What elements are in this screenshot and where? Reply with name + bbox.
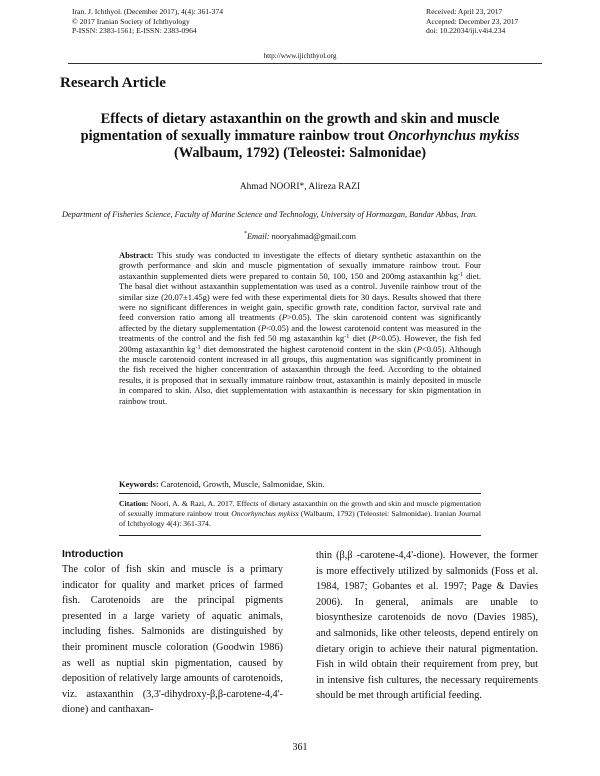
article-type-label: Research Article [60,75,166,91]
article-title [80,111,520,162]
abstract-italic: P [281,312,288,323]
abstract-text: diet ( [349,333,372,344]
keywords-text: Carotenoid, Growth, Muscle, Salmonidae, Skin. [158,479,325,489]
copyright-line: © 2017 Iranian Society of Ichthyology [72,16,190,26]
abstract-label: Abstract: [119,250,154,260]
abstract-superscript: -1 [195,343,201,351]
abstract-italic: P [416,343,422,354]
abstract-italic: P [260,322,267,333]
corresponding-email [0,232,600,241]
title-tail: (Walbaum, 1792) (Teleostei: Salmonidae) [173,145,427,161]
title-main: Effects of dietary astaxanthin on the growth and skin and muscle pigmentation of sexually immature rainbow trout [80,111,500,144]
citation-label: Citation: [119,499,149,508]
corresponding-marker: * [243,231,247,237]
abstract-text: <0.05). However, the fish fed 200mg astaxanthin kg [119,333,481,354]
abstract-superscript: -1 [344,333,350,341]
journal-header-left [72,7,223,36]
citation-block [119,499,481,530]
journal-url-link[interactable]: http://www.ijichthyol.org [263,52,337,60]
author-list: Ahmad NOORI*, Alireza RAZI [239,182,361,192]
abstract-paragraph [119,250,481,406]
citation-top-rule [119,493,481,494]
issn-line: P-ISSN: 2383-1561; E-ISSN: 2383-0964 [72,26,197,36]
journal-citation-line: Iran. J. Ichthyol. (December 2017), 4(4): 361-374 [72,7,223,16]
citation-text: (Walbaum, 1792) (Teleostei: Salmonidae). Iranian Journal of Ichthyology 4(4): 361-374. [119,509,481,529]
accepted-date: Accepted: December 23, 2017 [426,16,519,26]
intro-left-column: The color of fish skin and muscle is a primary indicator for quality and market prices of farmed fish. Carotenoids are the principal pigments presented in a large variety of aquatic animals, including fishes. Salmonids are distinguished by their prominent muscle coloration (Goodwin 1986) as well as nuptial skin pigmentation, caused by deposition of relatively large amounts of carotenoids, viz. astaxanthin (3,3'-dihydroxy-β,β-carotene-4,4'-dione) and canthaxan- [62,564,283,716]
journal-header-right [426,7,518,36]
keywords-line [119,479,481,489]
abstract-text: diet. The basal diet without astaxanthin supplementation was used as a control. Juvenile rainbow trout of the similar size (20.07±1.45g) were fed with these experimental diets for 30 days. Results showed that there were no significant differences in weight gain, specific growth rate, condition factor, survival rate and feed conversion ratio among all treatments ( [119,270,482,323]
email-label: Email: [246,232,270,241]
abstract-italic: P [371,333,377,344]
citation-bottom-rule [119,535,481,536]
citation-text: Noori, A. & Razi, A. 2017. Effects of dietary astaxanthin on the growth and skin and muscle pigmentation of sexually immature rainbow trout [119,499,481,519]
abstract-text: This study was conducted to investigate the effects of dietary synthetic astaxanthin on the growth performance and skin and muscle pigmentation of sexually immature rainbow trout. Four astaxanthin supplemented diets were prepared to contain 50, 100, 150 and 200mg astaxanthin kg [119,250,481,281]
abstract-text: <0.05) and the lowest carotenoid content was measured in the treatments of the control and the fish fed 50 mg astaxanthin kg [119,322,481,344]
title-species: Oncorhynchus mykiss [387,128,520,144]
author-affiliation: Department of Fisheries Science, Faculty of Marine Science and Technology, University of Hormozgan, Bandar Abbas, Iran. [62,210,478,219]
abstract-text: diet demonstrated the highest carotenoid content in the skin ( [200,343,417,354]
abstract-text: >0.05). The skin carotenoid content was significantly affected by the dietary supplementation ( [119,312,481,333]
abstract-text: <0.05). Although the muscle carotenoid content increased in all groups, this augmentation was significantly prominent in the fish received the higher concentration of astaxanthin through the feed. According to the obtained results, it is proposed that in sexually immature rainbow trout, astaxanthin is mainly deposited in muscle in compared to skin. Also, diet supplementation with astaxanthin is necessary for skin pigmentation in rainbow trout. [119,343,481,406]
intro-right-column: thin (β,β -carotene-4,4'-dione). However, the former is more effectively utilized by salmonids (Foss et al. 1984, 1987; Gobantes et al. 1997; Page & Davies 2006). In general, animals are unable to biosynthesize carotenoids de novo (Davies 1985), and salmonids, like other teleosts, depend entirely on dietary origin to achieve their natural pigmentation. Fish in wild obtain their requirement from prey, but in intensive fish cultures, the necessary requirements should be met through artificial feeding. [316,550,538,702]
received-date: Received: April 23, 2017 [426,7,503,16]
keywords-label: Keywords: [119,479,159,489]
abstract-superscript: -1 [458,270,464,278]
introduction-heading: Introduction [62,548,124,560]
email-address[interactable]: nooryahmad@gmail.com [269,232,357,241]
doi-line[interactable]: doi: 10.22034/iji.v4i4.234 [426,26,506,36]
citation-species: Oncorhynchus mykiss [231,509,299,519]
header-divider [68,63,542,64]
page-number: 361 [292,742,308,753]
